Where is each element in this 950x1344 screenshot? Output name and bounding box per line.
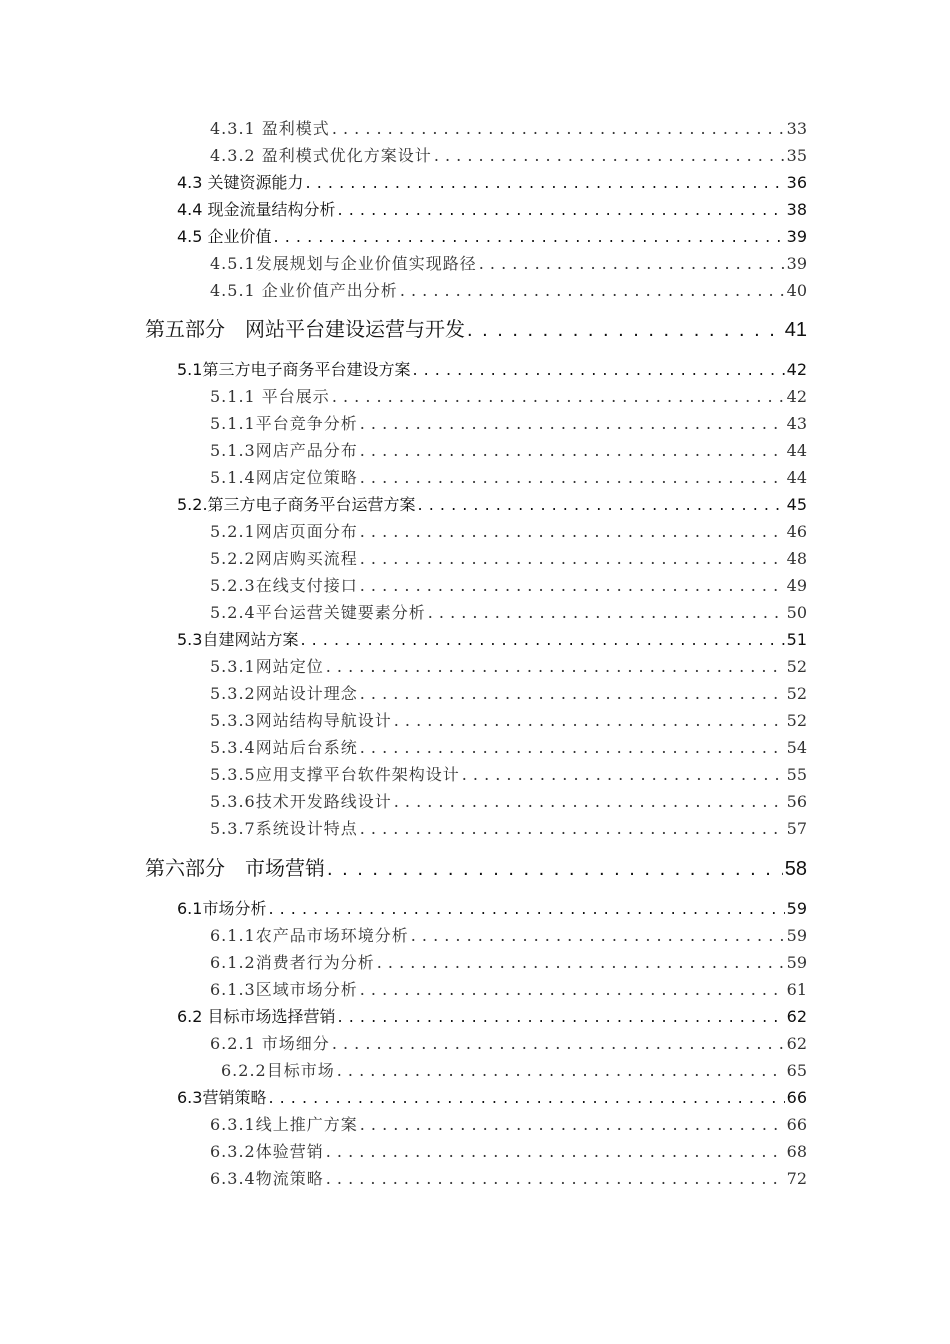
toc-dot-leader (360, 576, 785, 595)
toc-dot-leader (467, 318, 783, 342)
toc-entry-page: 52 (786, 684, 807, 703)
toc-dot-leader (332, 387, 785, 406)
toc-entry-title: 6.1.2消费者行为分析 (210, 953, 375, 972)
toc-entry-page: 51 (786, 630, 807, 649)
toc-entry[interactable] (210, 146, 807, 165)
toc-dot-leader (268, 1088, 784, 1107)
toc-entry[interactable] (210, 414, 807, 433)
toc-dot-leader (360, 684, 785, 703)
toc-entry-title: 4.3 关键资源能力 (177, 173, 304, 192)
toc-entry-title: 5.3.2网站设计理念 (210, 684, 358, 703)
toc-entry-page: 41 (784, 319, 807, 341)
toc-entry-page: 72 (786, 1169, 807, 1188)
toc-dot-leader (332, 1034, 785, 1053)
toc-entry-page: 66 (786, 1115, 807, 1134)
toc-dot-leader (360, 441, 785, 460)
toc-entry-page: 44 (786, 468, 807, 487)
toc-entry[interactable] (210, 711, 807, 730)
toc-entry-title: 5.3.1网站定位 (210, 657, 324, 676)
toc-dot-leader (377, 953, 785, 972)
toc-entry-title: 5.3自建网站方案 (177, 630, 299, 649)
toc-dot-leader (394, 711, 785, 730)
toc-entry-page: 45 (786, 495, 807, 514)
toc-entry-page: 62 (786, 1007, 807, 1026)
toc-entry-page: 62 (786, 1034, 807, 1053)
toc-entry[interactable] (210, 657, 807, 676)
toc-entry-title: 5.1第三方电子商务平台建设方案 (177, 360, 411, 379)
toc-entry-title: 4.5.1 企业价值产出分析 (210, 281, 398, 300)
toc-entry-page: 42 (786, 387, 807, 406)
toc-entry[interactable] (210, 549, 807, 568)
toc-entry-title: 第六部分 市场营销 (145, 858, 325, 880)
toc-entry-page: 52 (786, 657, 807, 676)
toc-dot-leader (411, 926, 785, 945)
toc-entry-page: 61 (786, 980, 807, 999)
toc-entry-title: 6.1.1农产品市场环境分析 (210, 926, 409, 945)
toc-entry[interactable] (177, 495, 807, 514)
toc-entry[interactable] (210, 792, 807, 811)
toc-entry[interactable] (210, 1115, 807, 1134)
toc-entry[interactable] (210, 684, 807, 703)
toc-entry-title: 4.5.1发展规划与企业价值实现路径 (210, 254, 477, 273)
toc-entry-title: 6.1.3区域市场分析 (210, 980, 358, 999)
toc-dot-leader (428, 603, 785, 622)
toc-dot-leader (360, 549, 785, 568)
toc-entry-title: 5.2.4平台运营关键要素分析 (210, 603, 426, 622)
toc-entry-page: 33 (786, 119, 807, 138)
toc-dot-leader (360, 819, 785, 838)
toc-entry-page: 57 (786, 819, 807, 838)
toc-entry-title: 6.3营销策略 (177, 1088, 267, 1107)
toc-entry-page: 58 (784, 858, 807, 880)
toc-entry[interactable] (177, 1088, 807, 1107)
toc-entry-page: 48 (786, 549, 807, 568)
toc-dot-leader (274, 227, 785, 246)
toc-entry-title: 5.2.3在线支付接口 (210, 576, 358, 595)
toc-dot-leader (360, 468, 785, 487)
toc-entry[interactable] (210, 738, 807, 757)
toc-entry-page: 43 (786, 414, 807, 433)
toc-entry-page: 35 (786, 146, 807, 165)
toc-entry-title: 5.3.3网站结构导航设计 (210, 711, 392, 730)
toc-entry-page: 40 (786, 281, 807, 300)
toc-entry-page: 54 (786, 738, 807, 757)
toc-dot-leader (306, 173, 785, 192)
toc-entry-title: 4.5 企业价值 (177, 227, 272, 246)
toc-entry[interactable] (177, 173, 807, 192)
toc-entry[interactable] (177, 1007, 807, 1026)
toc-entry-page: 44 (786, 441, 807, 460)
toc-entry-title: 5.3.5应用支撑平台软件架构设计 (210, 765, 460, 784)
toc-entry[interactable] (177, 200, 807, 219)
toc-entry-page: 55 (786, 765, 807, 784)
toc-entry-title: 5.3.7系统设计特点 (210, 819, 358, 838)
toc-dot-leader (360, 980, 785, 999)
toc-entry[interactable] (210, 254, 807, 273)
toc-entry-title: 4.4 现金流量结构分析 (177, 200, 336, 219)
toc-entry[interactable] (210, 576, 807, 595)
toc-entry-title: 6.3.4物流策略 (210, 1169, 324, 1188)
toc-entry-title: 5.2.2网店购买流程 (210, 549, 358, 568)
toc-entry[interactable] (221, 1061, 807, 1080)
toc-entry-page: 59 (786, 953, 807, 972)
toc-dot-leader (326, 1169, 785, 1188)
toc-entry-page: 36 (786, 173, 807, 192)
toc-dot-leader (360, 738, 785, 757)
toc-entry-page: 59 (786, 899, 807, 918)
toc-dot-leader (332, 119, 785, 138)
toc-entry-title: 5.1.1 平台展示 (210, 387, 330, 406)
toc-dot-leader (479, 254, 785, 273)
toc-entry-part[interactable] (145, 857, 807, 881)
toc-dot-leader (394, 792, 785, 811)
toc-entry-title: 4.3.1 盈利模式 (210, 119, 330, 138)
toc-entry-title: 5.2.第三方电子商务平台运营方案 (177, 495, 416, 514)
toc-dot-leader (300, 630, 784, 649)
toc-entry-title: 第五部分 网站平台建设运营与开发 (145, 319, 465, 341)
toc-dot-leader (327, 857, 783, 881)
toc-entry[interactable] (210, 1142, 807, 1161)
toc-dot-leader (326, 657, 785, 676)
toc-entry[interactable] (210, 441, 807, 460)
toc-entry[interactable] (210, 953, 807, 972)
toc-entry-title: 5.1.1平台竞争分析 (210, 414, 358, 433)
toc-entry-title: 6.2.1 市场细分 (210, 1034, 330, 1053)
toc-entry[interactable] (177, 630, 807, 649)
toc-dot-leader (338, 200, 785, 219)
toc-entry-title: 6.2 目标市场选择营销 (177, 1007, 336, 1026)
toc-entry-title: 5.3.6技术开发路线设计 (210, 792, 392, 811)
toc-entry-page: 50 (786, 603, 807, 622)
toc-entry[interactable] (210, 603, 807, 622)
toc-entry-page: 38 (786, 200, 807, 219)
toc-dot-leader (360, 1115, 785, 1134)
toc-entry-title: 4.3.2 盈利模式优化方案设计 (210, 146, 432, 165)
toc-entry-page: 65 (786, 1061, 807, 1080)
toc-dot-leader (268, 899, 784, 918)
toc-entry-title: 5.3.4网站后台系统 (210, 738, 358, 757)
toc-entry[interactable] (210, 765, 807, 784)
toc-entry-page: 39 (786, 254, 807, 273)
toc-dot-leader (418, 495, 785, 514)
toc-entry-page: 46 (786, 522, 807, 541)
toc-entry-page: 59 (786, 926, 807, 945)
toc-entry[interactable] (177, 899, 807, 918)
toc-dot-leader (412, 360, 784, 379)
toc-entry[interactable] (210, 1169, 807, 1188)
toc-entry-title: 6.3.2体验营销 (210, 1142, 324, 1161)
toc-entry[interactable] (210, 819, 807, 838)
toc-entry[interactable] (210, 1034, 807, 1053)
toc-entry[interactable] (210, 281, 807, 300)
toc-entry-page: 56 (786, 792, 807, 811)
toc-dot-leader (338, 1007, 785, 1026)
toc-entry-title: 5.1.3网店产品分布 (210, 441, 358, 460)
toc-dot-leader (337, 1061, 785, 1080)
toc-entry-page: 66 (786, 1088, 807, 1107)
toc-entry-page: 39 (786, 227, 807, 246)
toc-entry[interactable] (210, 522, 807, 541)
toc-entry-title: 6.2.2目标市场 (221, 1061, 335, 1080)
toc-entry-page: 52 (786, 711, 807, 730)
toc-entry[interactable] (210, 926, 807, 945)
toc-entry[interactable] (210, 119, 807, 138)
toc-dot-leader (326, 1142, 785, 1161)
toc-dot-leader (360, 522, 785, 541)
toc-entry-title: 6.3.1线上推广方案 (210, 1115, 358, 1134)
toc-entry[interactable] (177, 227, 807, 246)
toc-entry-page: 68 (786, 1142, 807, 1161)
toc-entry-page: 42 (786, 360, 807, 379)
toc-entry-title: 5.1.4网店定位策略 (210, 468, 358, 487)
toc-dot-leader (400, 281, 785, 300)
toc-entry-page: 49 (786, 576, 807, 595)
toc-entry[interactable] (210, 980, 807, 999)
toc-entry-part[interactable] (145, 318, 807, 342)
toc-dot-leader (462, 765, 785, 784)
toc-entry[interactable] (210, 387, 807, 406)
toc-entry[interactable] (177, 360, 807, 379)
toc-dot-leader (360, 414, 785, 433)
toc-entry-title: 5.2.1网店页面分布 (210, 522, 358, 541)
toc-entry-title: 6.1市场分析 (177, 899, 267, 918)
toc-entry[interactable] (210, 468, 807, 487)
toc-dot-leader (434, 146, 785, 165)
